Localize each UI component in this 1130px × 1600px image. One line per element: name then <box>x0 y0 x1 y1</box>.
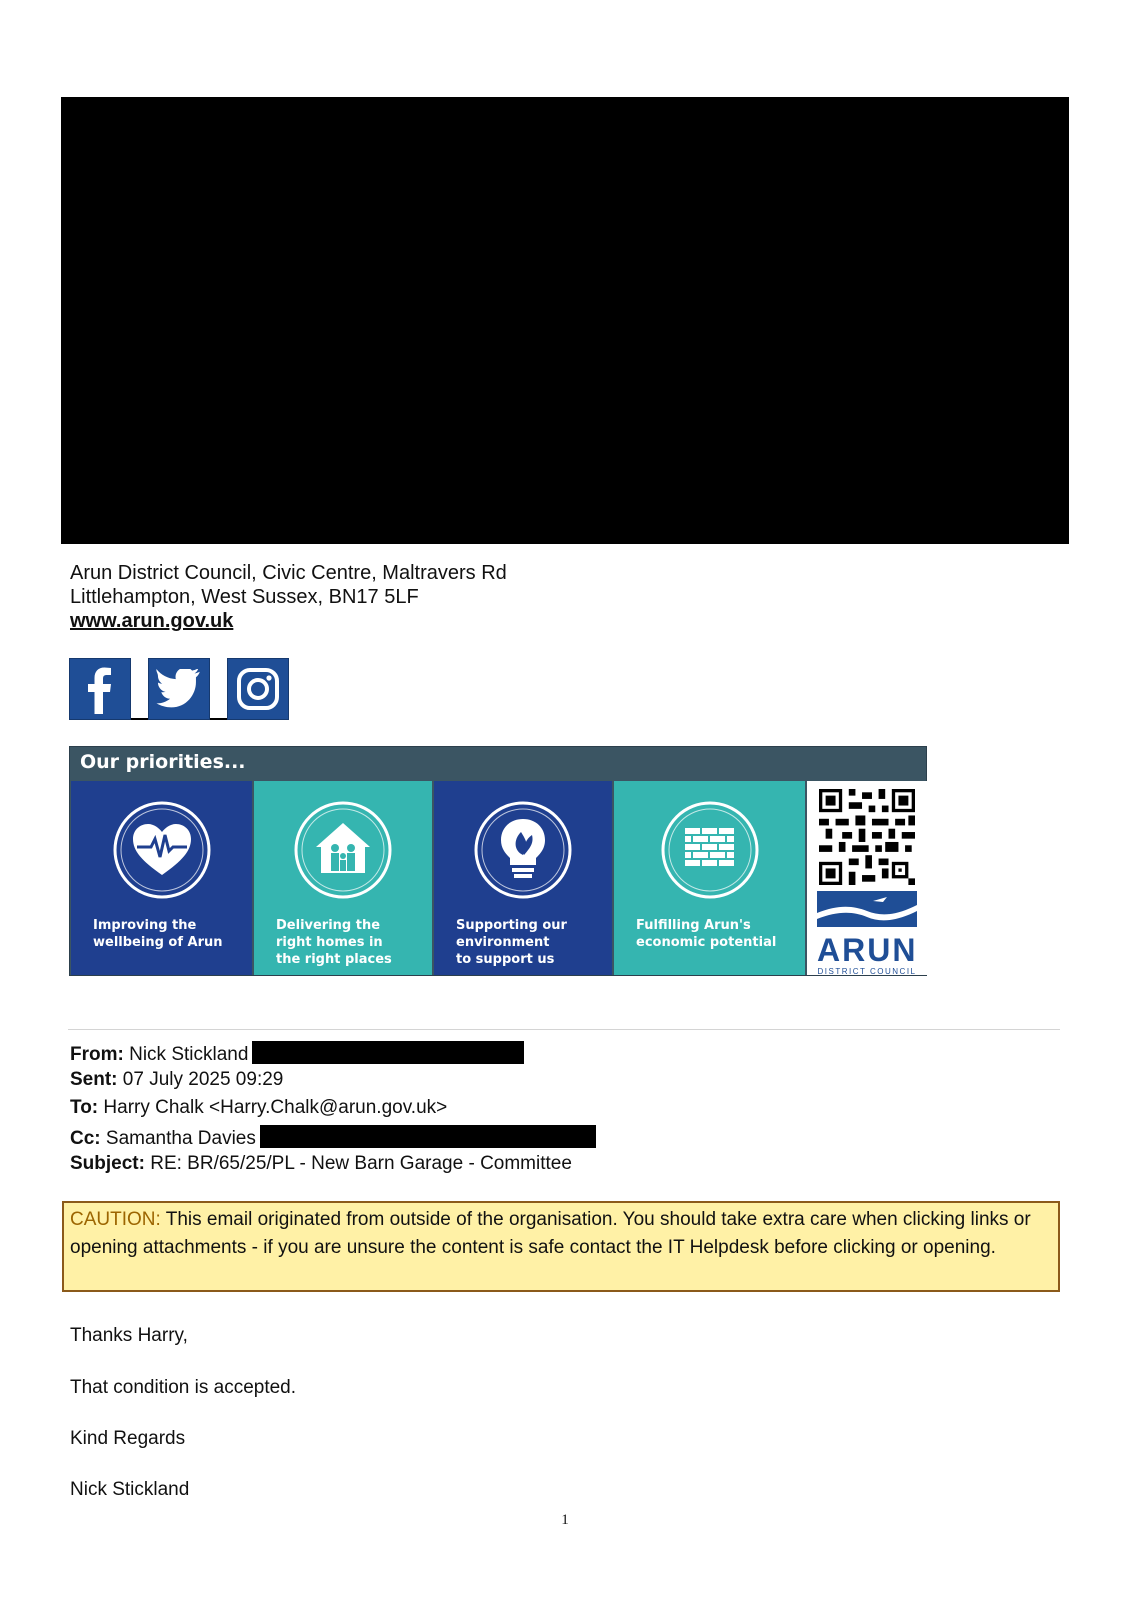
to-value: Harry Chalk <Harry.Chalk@arun.gov.uk> <box>103 1097 448 1118</box>
email-from <box>70 1041 524 1066</box>
email-sent <box>70 1069 283 1091</box>
priority-caption: Delivering the right homes in the right places <box>276 918 392 967</box>
qr-logo-tile <box>807 781 927 975</box>
arun-logo <box>817 891 917 976</box>
priorities-banner <box>69 746 927 976</box>
email-subject <box>70 1153 572 1175</box>
redaction-bar <box>252 1041 524 1064</box>
subject-label: Subject: <box>70 1153 145 1174</box>
priority-tile-environment <box>434 781 612 975</box>
arun-wordmark: ARUN <box>817 932 918 968</box>
email-to <box>70 1097 447 1119</box>
from-label: From: <box>70 1044 124 1065</box>
qr-code-icon[interactable] <box>819 789 915 885</box>
arun-subtitle: DISTRICT COUNCIL <box>817 967 917 976</box>
website-link[interactable]: www.arun.gov.uk <box>70 610 234 632</box>
priority-caption: Fulfilling Arun's economic potential <box>636 918 777 950</box>
caution-label: CAUTION: <box>70 1209 161 1230</box>
caution-banner <box>62 1201 1060 1292</box>
priority-caption: Improving the wellbeing of Arun <box>93 918 223 950</box>
social-icons <box>69 658 289 720</box>
body-signature: Nick Stickland <box>70 1479 190 1500</box>
priority-tile-economy <box>614 781 805 975</box>
arun-wave-icon <box>817 891 917 927</box>
subject-value: RE: BR/65/25/PL - New Barn Garage - Committee <box>150 1153 572 1174</box>
priority-caption: Supporting our environment to support us <box>456 918 567 967</box>
instagram-icon[interactable] <box>227 658 289 720</box>
twitter-icon[interactable] <box>148 658 210 720</box>
priority-tile-wellbeing <box>71 781 252 975</box>
link-underline <box>131 718 148 720</box>
page-number: 1 <box>561 1512 569 1528</box>
lightbulb-leaf-icon <box>468 795 578 905</box>
heart-pulse-icon <box>107 795 217 905</box>
from-value: Nick Stickland <box>129 1044 249 1065</box>
sent-label: Sent: <box>70 1069 118 1090</box>
redacted-image-block <box>61 97 1069 544</box>
link-underline <box>210 718 227 720</box>
facebook-icon[interactable] <box>69 658 131 720</box>
council-address <box>70 561 507 633</box>
body-closing: Kind Regards <box>70 1428 186 1449</box>
address-line-2: Littlehampton, West Sussex, BN17 5LF <box>70 586 419 608</box>
sent-value: 07 July 2025 09:29 <box>122 1069 284 1090</box>
address-line-1: Arun District Council, Civic Centre, Maltravers Rd <box>70 562 507 584</box>
body-line: That condition is accepted. <box>70 1377 297 1398</box>
priorities-title: Our priorities... <box>80 751 246 773</box>
divider <box>68 1029 1060 1030</box>
house-family-icon <box>288 795 398 905</box>
priority-tile-homes <box>254 781 432 975</box>
email-cc <box>70 1125 596 1150</box>
cc-label: Cc: <box>70 1128 101 1149</box>
caution-text: This email originated from outside of the organisation. You should take extra care when clicking links or opening attachments - if you are unsure the content is safe contact the IT Helpdesk before clicking or opening. <box>70 1209 1031 1258</box>
to-label: To: <box>70 1097 99 1118</box>
body-greeting: Thanks Harry, <box>70 1325 188 1346</box>
redaction-bar <box>260 1125 596 1148</box>
brick-wall-icon <box>655 795 765 905</box>
cc-value: Samantha Davies <box>105 1128 256 1149</box>
